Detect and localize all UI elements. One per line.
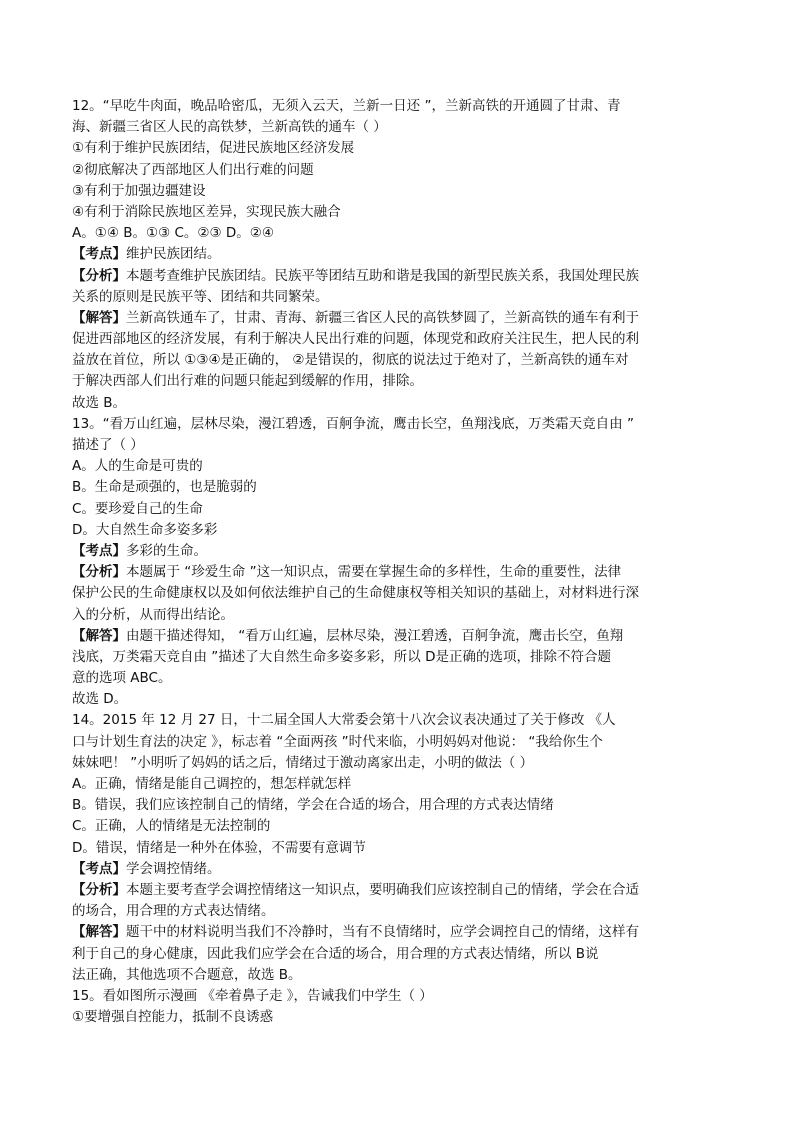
q12-kaodian-text: 维护民族团结。	[126, 246, 221, 263]
q14-jieda-line-1	[72, 922, 722, 943]
q13-jieda-line-1	[72, 626, 722, 647]
q12-fenxi-line-1	[72, 266, 722, 287]
q13-fenxi-line-1	[72, 562, 722, 583]
q12-option-2: ②彻底解决了西部地区人们出行难的问题	[72, 161, 314, 178]
exam-page	[72, 96, 722, 1028]
q12-kaodian	[72, 244, 722, 265]
q14-stem-line-1: 14。2015 年 12 月 27 日，十二届全国人大常委会第十八次会议表决通过了关于修改 《人	[72, 712, 616, 729]
q14-option-a: A。正确，情绪是能自己调控的，想怎样就怎样	[72, 776, 352, 792]
q14-jieda-text-1: 题干中的材料说明当我们不冷静时，当有不良情绪时，应学会调控自己的情绪，这样有	[126, 924, 639, 941]
q14-fenxi-line-2: 的场合，用合理的方式表达情绪。	[72, 903, 275, 920]
q13-kaodian	[72, 541, 722, 562]
q14-jieda-line-3: 法正确，其他选项不合题意，故选 B。	[72, 966, 302, 983]
q12-jieda-line-2: 促进西部地区的经济发展，有利于解决人民出行难的问题，体现党和政府关注民生，把人民的利	[72, 331, 639, 348]
q12-jieda-line-1	[72, 308, 722, 329]
q14-stem-line-2: 口与计划生育法的决定 》，标志着 “全面两孩 ”时代来临，小明妈妈对他说： “我给你生个	[72, 733, 603, 750]
q14-kaodian-text: 学会调控情绪。	[126, 860, 221, 877]
q13-kaodian-text: 多彩的生命。	[126, 542, 207, 559]
q15-stem-line-1: 15。看如图所示漫画 《牵着鼻子走 》，告诫我们中学生（ ）	[72, 987, 433, 1004]
q14-option-c: C。正确，人的情绪是无法控制的	[72, 818, 271, 835]
q13-option-d: D。大自然生命多姿多彩	[72, 521, 218, 538]
q13-stem-line-1: 13。“看万山红遍，层林尽染，漫江碧透，百舸争流，鹰击长空，鱼翔浅底，万类霜天竞自由 ”	[72, 415, 634, 432]
kaodian-label: 【考点】	[72, 246, 126, 263]
jieda-label: 【解答】	[72, 627, 126, 644]
q13-stem-line-2: 描述了（ ）	[72, 437, 144, 453]
q12-fenxi-text-1: 本题考查维护民族团结。民族平等团结互助和谐是我国的新型民族关系，我国处理民族	[126, 267, 639, 284]
q12-choices: A。①④ B。①③ C。②③ D。②④	[72, 225, 275, 242]
q14-kaodian	[72, 859, 722, 880]
q14-option-b: B。错误，我们应该控制自己的情绪，学会在合适的场合，用合理的方式表达情绪	[72, 797, 554, 814]
q14-jieda-line-2: 利于自己的身心健康，因此我们应学会在合适的场合，用合理的方式表达情绪，所以 B说	[72, 945, 599, 962]
q12-stem-line-2: 海、新疆三省区人民的高铁梦，兰新高铁的通车（ ）	[72, 119, 387, 136]
q14-option-d: D。错误，情绪是一种外在体验，不需要有意调节	[72, 839, 366, 856]
q12-jieda-line-4: 于解决西部人们出行难的问题只能起到缓解的作用，排除。	[72, 373, 423, 390]
q13-option-c: C。要珍爱自己的生命	[72, 500, 203, 517]
q13-fenxi-line-3: 入的分析，从而得出结论。	[72, 606, 234, 623]
q12-jieda-text-1: 兰新高铁通车了，甘肃、青海、新疆三省区人民的高铁梦圆了，兰新高铁的通车有利于	[126, 309, 639, 326]
jieda-label: 【解答】	[72, 309, 126, 326]
q13-fenxi-text-1: 本题属于 “珍爱生命 ”这一知识点，需要在掌握生命的多样性，生命的重要性，法律	[126, 564, 622, 581]
q13-option-a: A。人的生命是可贵的	[72, 458, 203, 475]
fenxi-label: 【分析】	[72, 267, 126, 284]
jieda-label: 【解答】	[72, 924, 126, 941]
q12-answer: 故选 B。	[72, 394, 127, 411]
q13-answer: 故选 D。	[72, 691, 128, 708]
q13-jieda-line-3: 意的选项 ABC。	[72, 670, 172, 687]
q14-stem-line-3: 妹妹吧！ ”小明听了妈妈的话之后，情绪过于激动离家出走，小明的做法（ ）	[72, 754, 534, 771]
q13-fenxi-line-2: 保护公民的生命健康权以及如何依法维护自己的生命健康权等相关知识的基础上，对材料进行深	[72, 585, 639, 602]
fenxi-label: 【分析】	[72, 881, 126, 898]
kaodian-label: 【考点】	[72, 542, 126, 559]
q12-option-1: ①有利于维护民族团结，促进民族地区经济发展	[72, 140, 355, 157]
q13-option-b: B。生命是顽强的，也是脆弱的	[72, 479, 257, 496]
q15-option-1: ①要增强自控能力，抵制不良诱惑	[72, 1009, 274, 1026]
q12-fenxi-line-2: 关系的原则是民族平等、团结和共同繁荣。	[72, 288, 329, 305]
q13-jieda-text-1: 由题干描述得知， “看万山红遍，层林尽染，漫江碧透，百舸争流，鹰击长空，鱼翔	[126, 627, 624, 644]
q12-option-3: ③有利于加强边疆建设	[72, 182, 206, 199]
q14-fenxi-line-1	[72, 880, 722, 901]
fenxi-label: 【分析】	[72, 564, 126, 581]
q14-fenxi-text-1: 本题主要考查学会调控情绪这一知识点，要明确我们应该控制自己的情绪，学会在合适	[126, 881, 639, 898]
q13-jieda-line-2: 浅底，万类霜天竞自由 ”描述了大自然生命多姿多彩，所以 D是正确的选项，排除不符合题	[72, 648, 611, 665]
q12-jieda-line-3: 益放在首位，所以 ①③④是正确的， ②是错误的，彻底的说法过于绝对了，兰新高铁的通车对	[72, 352, 629, 369]
q12-stem-line-1: 12。“早吃牛肉面，晚品哈密瓜，无须入云天，兰新一日还 ”，兰新高铁的开通圆了甘肃、青	[72, 98, 621, 114]
q12-option-4: ④有利于消除民族地区差异，实现民族大融合	[72, 203, 341, 220]
kaodian-label: 【考点】	[72, 860, 126, 877]
